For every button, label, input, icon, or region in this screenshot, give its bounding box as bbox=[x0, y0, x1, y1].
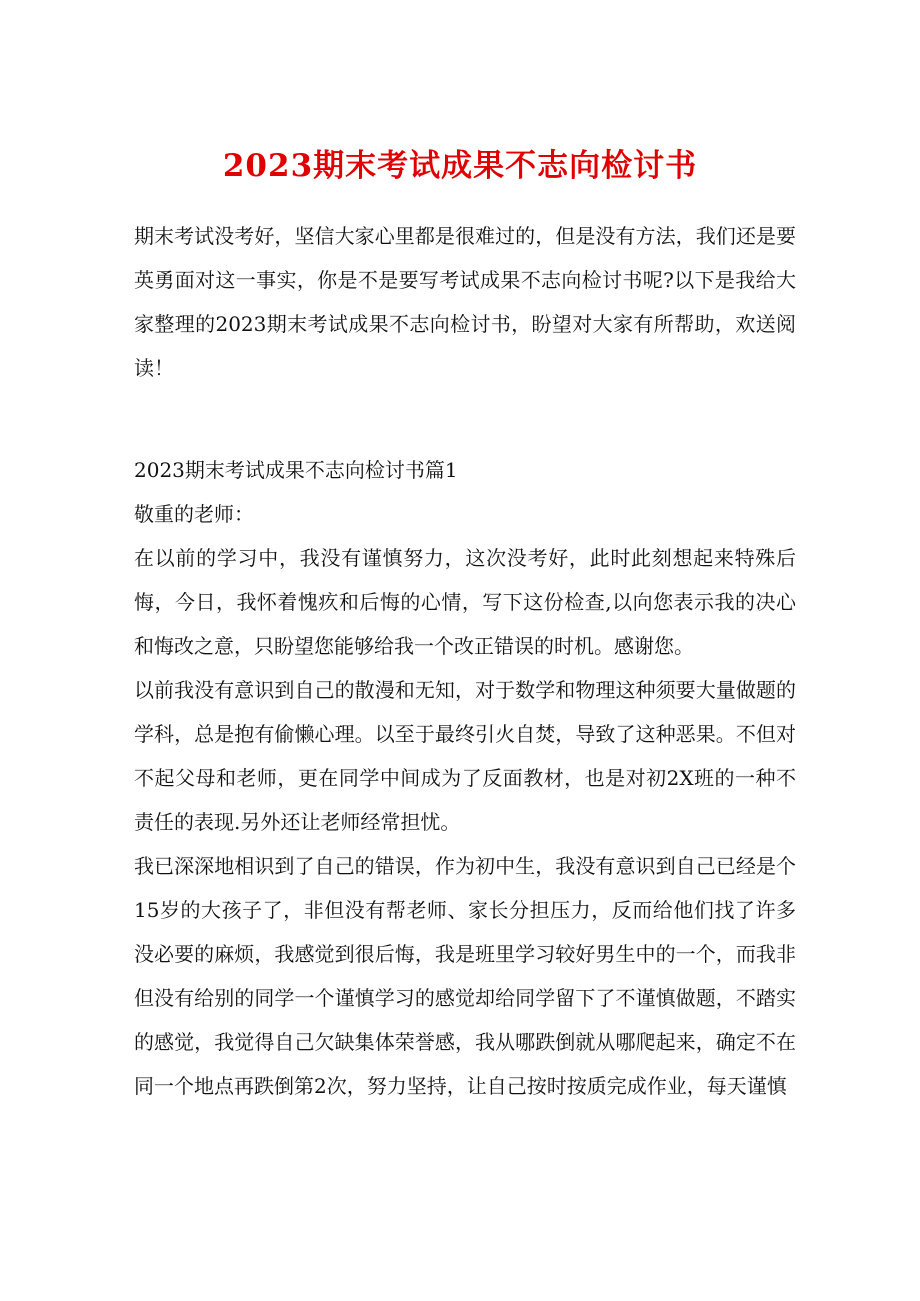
salutation: 敬重的老师： bbox=[134, 502, 254, 526]
body-paragraph: 在以前的学习中，我没有谨慎努力，这次没考好，此时此刻想起来特殊后悔，今日，我怀着愧疚和后悔的心情，写下这份检查,以向您表示我的决心和悔改之意，只盼望您能够给我一个改正错误的时机。感谢您。 bbox=[134, 546, 796, 658]
body-paragraph: 以前我没有意识到自己的散漫和无知，对于数学和物理这种须要大量做题的学科，总是抱有偷懒心理。以至于最终引火自焚，导致了这种恶果。不但对不起父母和老师，更在同学中间成为了反面教材，也是对初2X班的一种不责任的表现.另外还让老师经常担忧。 bbox=[134, 678, 796, 834]
section-heading: 2023期末考试成果不志向检讨书篇1 bbox=[134, 458, 458, 482]
section-gap bbox=[134, 390, 796, 448]
intro-paragraph: 期末考试没考好，坚信大家心里都是很难过的，但是没有方法，我们还是要英勇面对这一事实，你是不是要写考试成果不志向检讨书呢?以下是我给大家整理的2023期末考试成果不志向检讨书，盼望对大家有所帮助，欢送阅读！ bbox=[134, 224, 796, 380]
body-paragraph: 我已深深地相识到了自己的错误，作为初中生，我没有意识到自己已经是个15岁的大孩子了，非但没有帮老师、家长分担压力，反而给他们找了许多没必要的麻烦，我感觉到很后悔，我是班里学习较好男生中的一个，而我非但没有给别的同学一个谨慎学习的感觉却给同学留下了不谨慎做题，不踏实的感觉，我觉得自己欠缺集体荣誉感，我从哪跌倒就从哪爬起来，确定不在同一个地点再跌倒第2次，努力坚持，让自己按时按质完成作业，每天谨慎 bbox=[134, 854, 796, 1098]
document-body bbox=[134, 214, 796, 1108]
document-title: 2023期末考试成果不志向检讨书 bbox=[222, 148, 698, 184]
